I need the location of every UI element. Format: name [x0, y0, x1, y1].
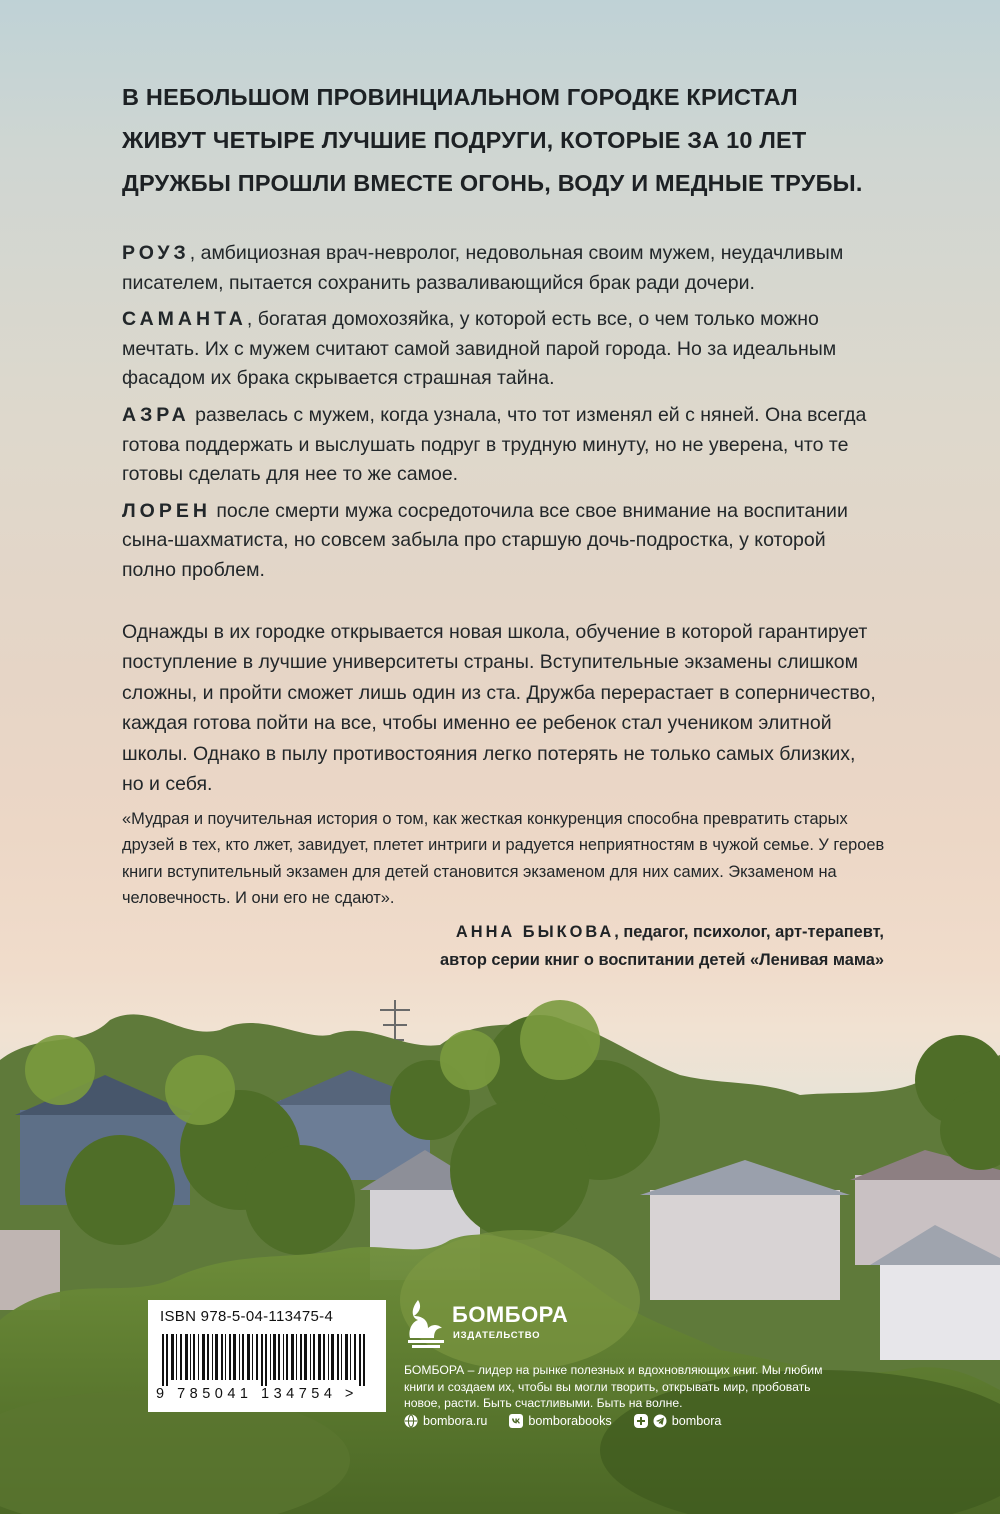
- quote-attribution: [440, 918, 884, 974]
- character-azra: [122, 401, 882, 490]
- character-name: АЗРА: [122, 403, 190, 426]
- back-cover-text: [122, 76, 882, 800]
- social-vk[interactable]: [509, 1414, 611, 1428]
- character-name: ЛОРЕН: [122, 499, 211, 522]
- character-name: РОУЗ: [122, 242, 190, 264]
- publisher-logo: [404, 1296, 569, 1354]
- lead-line: ЖИВУТ ЧЕТЫРЕ ЛУЧШИЕ ПОДРУГИ, КОТОРЫЕ ЗА 10 ЛЕТ: [122, 127, 807, 153]
- reviewer-credit: автор серии книг о воспитании детей «Ленивая мама»: [440, 951, 884, 969]
- barcode-bars: [162, 1334, 372, 1386]
- plus-icon: [634, 1414, 648, 1428]
- character-samantha: [122, 305, 882, 394]
- character-description: развелась с мужем, когда узнала, что тот изменял ей с няней. Она всегда готова поддержать и выслушать подруг в трудную минуту, но не уверена, что те готовы сделать для нее то же самое.: [122, 403, 867, 486]
- social-label: bomborabooks: [528, 1414, 612, 1428]
- globe-icon: [404, 1414, 418, 1428]
- telegram-icon: [653, 1414, 667, 1428]
- isbn-barcode-box: [148, 1300, 386, 1412]
- lead-line: ДРУЖБЫ ПРОШЛИ ВМЕСТЕ ОГОНЬ, ВОДУ И МЕДНЫЕ ТРУБЫ.: [122, 170, 863, 196]
- isbn-label: ISBN 978-5-04-113475-4: [160, 1308, 334, 1325]
- lead-paragraph: [122, 76, 882, 205]
- character-rose: [122, 239, 882, 298]
- reviewer-name: АННА БЫКОВА: [455, 923, 615, 941]
- lead-line: В НЕБОЛЬШОМ ПРОВИНЦИАЛЬНОМ ГОРОДКЕ КРИСТАЛ: [122, 84, 798, 110]
- vk-icon: [509, 1414, 523, 1428]
- plot-paragraph: Однажды в их городке открывается новая школа, обучение в которой гарантирует поступление в лучшие университеты страны. Вступительные экзамены слишком сложны, и пройти сможет лишь один из ста. Дружба перерастает в соперничество, каждая готова пойти на все, чтобы именно ее ребенок стал учеником элитной школы. Однако в пылу противостояния легко потерять не только самых близких, но и себя.: [122, 620, 876, 796]
- barcode-number: 9 785041 134754 >: [156, 1386, 358, 1402]
- character-name: САМАНТА: [122, 308, 247, 331]
- social-telegram[interactable]: [634, 1414, 722, 1428]
- social-label: bombora: [671, 1414, 722, 1428]
- reviewer-role: , педагог, психолог, арт-терапевт,: [614, 923, 884, 941]
- social-label: bombora.ru: [423, 1414, 488, 1428]
- publisher-description: БОМБОРА – лидер на рынке полезных и вдохновляющих книг. Мы любим книги и создаем их, чтобы вы могли творить, открывать мир, пробовать новое, расти. Быть счастливыми. Быть на волне.: [404, 1363, 823, 1410]
- character-lauren: [122, 497, 882, 586]
- bombora-wave-icon: [404, 1298, 446, 1350]
- publisher-socials: [404, 1414, 864, 1428]
- character-description: , богатая домохозяйка, у которой есть все, о чем только можно мечтать. Их с мужем считают самой завидной парой города. Но за идеальным фасадом их брака скрывается страшная тайна.: [122, 308, 837, 390]
- character-description: после смерти мужа сосредоточила все свое внимание на воспитании сына-шахматиста, но совсем забыла про старшую дочь-подростка, у которой полно проблем.: [122, 499, 848, 581]
- review-quote: «Мудрая и поучительная история о том, как жесткая конкуренция способна превратить старых друзей в тех, кто лжет, завидует, плетет интриги и радуется неприятностям в чужой семье. У героев книги вступительный экзамен для детей становится экзаменом для них самих. Экзаменом на человечность. И они его не сдают».: [122, 810, 885, 908]
- character-description: , амбициозная врач-невролог, недовольная своим мужем, неудачливым писателем, пытается сохранить разваливающийся брак ради дочери.: [122, 242, 844, 294]
- publisher-subtitle: ИЗДАТЕЛЬСТВО: [453, 1330, 541, 1341]
- publisher-name: БОМБОРА: [452, 1302, 569, 1327]
- social-website[interactable]: [404, 1414, 487, 1428]
